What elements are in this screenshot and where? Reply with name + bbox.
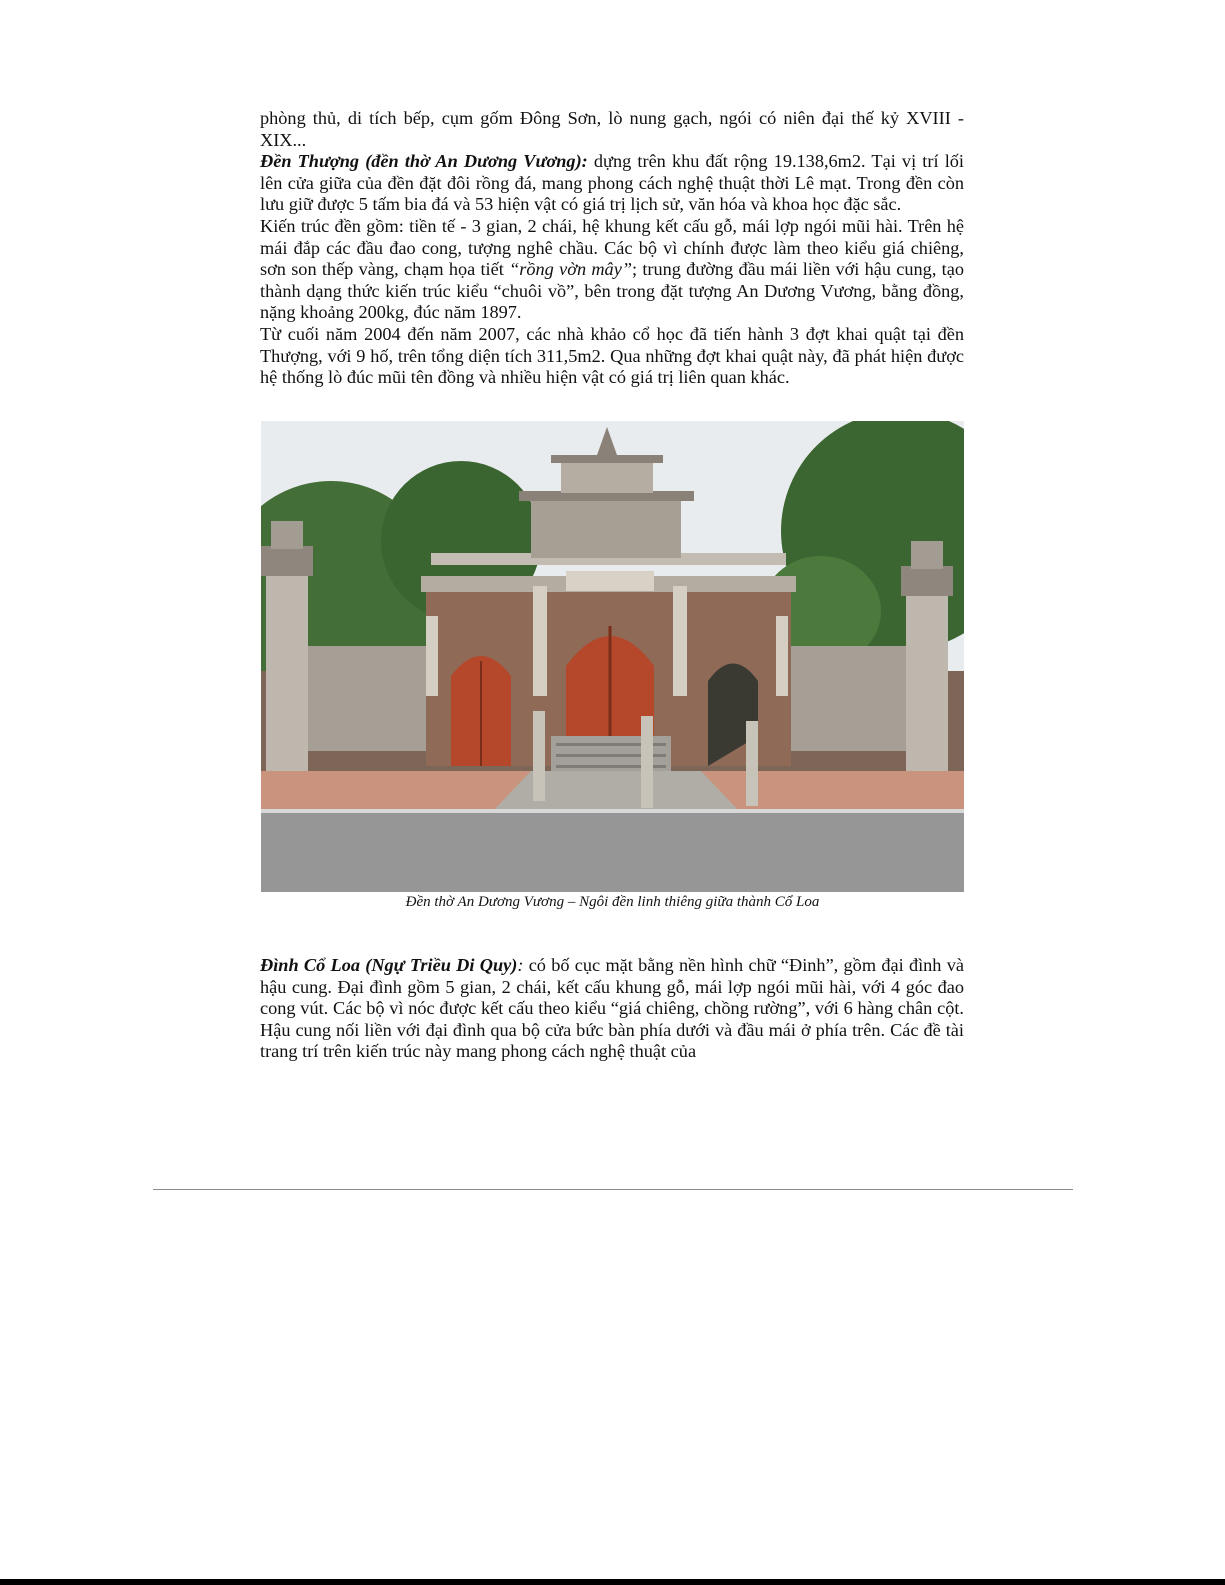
photo-gate-tower <box>531 496 681 558</box>
photo-road <box>261 811 964 892</box>
photo-pillar-left <box>266 571 308 776</box>
heading-dinh-co-loa-colon: : <box>517 955 524 975</box>
den-thuong-text: dựng trên khu đất rộng 19.138,6m2. Tại vị trí lối lên cửa giữa của đền đặt đôi rồng đá, mang phong cách nghệ thuật thời Lê mạt. Trong đền còn lưu giữ được 5 tấm bia đá và 53 hiện vật có giá trị lịch sử, văn hóa và khoa học đặc sắc. <box>260 151 964 215</box>
architecture-italic-phrase: “rồng vờn mây” <box>509 259 632 280</box>
paragraph-intro-continued: phòng thủ, di tích bếp, cụm gốm Đông Sơn, lò nung gạch, ngói có niên đại thế kỷ XVIII - XIX... <box>260 108 964 150</box>
architecture-text-2: ; trung đường đầu mái liền với hậu cung, tạo thành dạng thức kiến trúc kiểu “chuôi vồ”, bên trong đặt tượng An Dương Vương, bằng đồng, nặng khoảng 200kg, đúc năm 1897. <box>260 259 964 323</box>
photo-left-wall <box>301 646 441 751</box>
body-text-bottom <box>260 955 964 1063</box>
body-text-top <box>260 108 964 389</box>
bottom-edge-bar <box>0 1579 1225 1585</box>
architecture-text-1: Kiến trúc đền gồm: tiền tế - 3 gian, 2 chái, hệ khung kết cấu gỗ, mái lợp ngói mũi hài. Trên hệ mái đắp các đầu đao cong, tượng nghê chầu. Các bộ vì chính được làm theo kiểu giá chiêng, sơn son thếp vàng, chạm họa tiết <box>260 215 964 280</box>
temple-gate-photo <box>261 421 964 892</box>
heading-dinh-co-loa: Đình Cổ Loa (Ngự Triều Di Quy) <box>260 955 518 975</box>
paragraph-excavation: Từ cuối năm 2004 đến năm 2007, các nhà khảo cổ học đã tiến hành 3 đợt khai quật tại đền Thượng, với 9 hố, trên tổng diện tích 311,5m2. Qua những đợt khai quật này, đã phát hiện được hệ thống lò đúc mũi tên đồng và nhiều hiện vật có giá trị liên quan khác. <box>260 323 964 388</box>
photo-right-wall <box>786 646 926 751</box>
paragraph-dinh-co-loa <box>260 955 964 1063</box>
photo-caption: Đền thờ An Dương Vương – Ngôi đền linh thiêng giữa thành Cổ Loa <box>405 894 820 910</box>
paragraph-architecture <box>260 216 964 324</box>
footer-divider <box>153 1189 1073 1190</box>
photo-plaque <box>566 571 654 591</box>
paragraph-den-thuong <box>260 151 964 216</box>
heading-den-thuong: Đền Thượng (đền thờ An Dương Vương): <box>260 151 588 172</box>
photo-pillar-right <box>906 591 948 776</box>
dinh-co-loa-text: có bố cục mặt bằng nền hình chữ “Đinh”, gồm đại đình và hậu cung. Đại đình gồm 5 gian, 2 chái, kết cấu khung gỗ, mái lợp ngói mũi hài, với 4 góc đao cong vút. Các bộ vì nóc được kết cấu theo kiểu “giá chiêng, chồng rường”, với 6 hàng chân cột. Hậu cung nối liền với đại đình qua bộ cửa bức bàn phía dưới và đầu mái ở phía trên. Các đề tài trang trí trên kiến trúc này mang phong cách nghệ thuật của <box>260 955 964 1062</box>
